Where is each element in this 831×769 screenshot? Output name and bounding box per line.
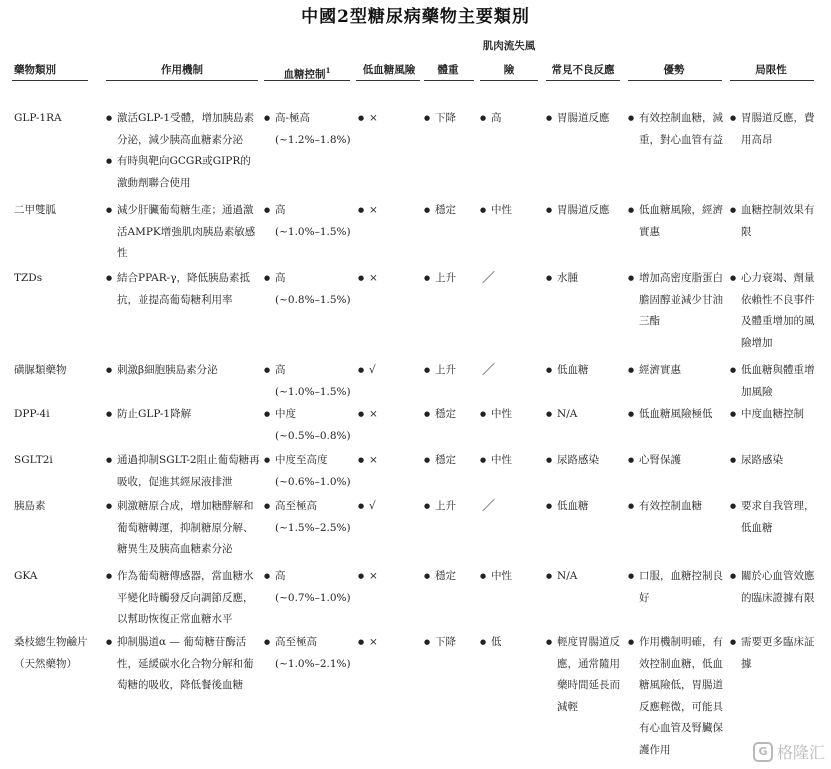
drug-class-cell xyxy=(14,360,100,382)
limitations-cell-line: ● 心力衰竭、劑量 xyxy=(741,272,815,284)
adverse-reaction-cell xyxy=(546,632,635,718)
drug-class-cell-line: GLP-1RA xyxy=(14,112,62,124)
adverse-reaction-cell-line: ● 水腫 xyxy=(557,272,578,284)
adverse-reaction-cell-line: 減輕 xyxy=(557,700,578,713)
glucose-control-cell-line: ● 高 xyxy=(275,364,286,376)
limitations-cell-line: 及體重增加的風 xyxy=(741,315,815,327)
adverse-reaction-cell xyxy=(546,450,635,472)
drug-class-cell-line: （天然藥物） xyxy=(14,657,77,670)
hypoglycemia-risk-cell-value: × xyxy=(369,112,378,124)
mechanism-line: 性 xyxy=(117,247,128,259)
footnote-marker: 1 xyxy=(325,66,331,75)
limitations-cell xyxy=(730,404,831,426)
adverse-reaction-cell-line: 藥時間延長而 xyxy=(557,679,620,691)
drug-class-cell xyxy=(14,632,100,675)
muscle-loss-risk-cell-value: 中性 xyxy=(491,204,512,216)
watermark-text: 格隆汇 xyxy=(776,743,825,762)
muscle-loss-risk-cell-value: 中性 xyxy=(491,570,512,582)
limitations-cell-line: 的臨床證據有限 xyxy=(741,591,815,604)
hypoglycemia-risk-cell-value: × xyxy=(369,454,378,466)
glucose-control-cell xyxy=(264,200,363,243)
hypoglycemia-risk-cell xyxy=(358,360,409,382)
glucose-control-cell-line: ● 中度 xyxy=(275,408,296,420)
advantages-cell xyxy=(628,404,737,426)
muscle-loss-risk-cell xyxy=(480,632,549,654)
limitations-cell-line: ● 血糖控制效果有 xyxy=(741,204,815,216)
weight-cell-value: 上升 xyxy=(435,272,456,284)
weight-cell xyxy=(424,450,487,472)
glucose-control-cell-line: ● 高至極高 xyxy=(275,636,317,648)
advantages-cell xyxy=(628,450,737,472)
advantages-cell-line: 重，對心血管有益 xyxy=(639,133,723,146)
header-glucose-control: 血糖控制$^1$ xyxy=(283,66,331,81)
hypoglycemia-risk-cell xyxy=(358,450,409,472)
header-muscle-loss-risk-line2: 險 xyxy=(503,64,515,76)
muscle-loss-risk-cell-value: ／ xyxy=(482,363,496,378)
advantages-cell-line: 糖風險低，胃腸道 xyxy=(639,679,723,691)
limitations-cell-line: ● 需要更多臨床証 xyxy=(741,636,815,648)
drug-class-cell xyxy=(14,450,100,472)
adverse-reaction-cell-line: ● 低血糖 xyxy=(557,364,589,376)
glucose-control-cell-line: ● 高 xyxy=(275,204,286,216)
mechanism-bullet xyxy=(106,151,262,194)
muscle-loss-risk-cell xyxy=(480,450,549,472)
limitations-cell-line: 據 xyxy=(741,657,752,670)
glucose-control-cell xyxy=(264,404,363,447)
advantages-cell xyxy=(628,566,737,609)
glucose-control-cell xyxy=(264,496,363,539)
muscle-loss-risk-cell-value: ／ xyxy=(482,499,496,514)
mechanism-line: 抗，並提高葡萄糖利用率 xyxy=(117,293,233,306)
advantages-cell xyxy=(628,268,737,333)
hypoglycemia-risk-cell xyxy=(358,566,409,588)
drug-class-cell xyxy=(14,404,100,426)
header-rule xyxy=(264,80,350,81)
header-advantages: 優勢 xyxy=(663,64,685,76)
adverse-reaction-cell-line: ● N/A xyxy=(557,570,578,582)
weight-cell-value: 下降 xyxy=(435,112,456,124)
advantages-cell xyxy=(628,108,737,151)
mechanism-cell xyxy=(106,108,262,194)
mechanism-bullet xyxy=(106,108,262,151)
mechanism-cell xyxy=(106,268,262,311)
header-mechanism: 作用機制 xyxy=(161,64,203,76)
hypoglycemia-risk-cell-value: × xyxy=(369,636,378,648)
advantages-cell-line: 效控制血糖，低血 xyxy=(639,657,723,670)
mechanism-line: 激動劑聯合使用 xyxy=(117,176,191,189)
mechanism-line: ● 抑制腸道α — 葡萄糖苷酶活 xyxy=(117,636,247,648)
mechanism-line: ● 結合PPAR-γ，降低胰島素抵 xyxy=(117,272,250,284)
adverse-reaction-cell xyxy=(546,108,635,130)
adverse-reaction-cell xyxy=(546,200,635,222)
muscle-loss-risk-cell xyxy=(480,404,549,426)
advantages-cell-line: 膽固醇並減少甘油 xyxy=(639,293,723,306)
limitations-cell-line: ● 關於心血管效應 xyxy=(741,570,815,582)
header-rule xyxy=(628,80,722,81)
drug-class-cell xyxy=(14,200,100,222)
muscle-loss-risk-cell xyxy=(482,496,540,519)
header-limitations: 局限性 xyxy=(755,64,787,76)
glucose-control-cell-line: ● 高至極高 xyxy=(275,500,317,512)
advantages-cell-line: 好 xyxy=(639,591,650,604)
limitations-cell xyxy=(730,200,831,243)
header-rule xyxy=(356,80,420,81)
adverse-reaction-cell-line: ● 尿路感染 xyxy=(557,454,599,466)
advantages-cell-line: ● 低血糖風險極低 xyxy=(639,408,713,420)
drug-class-cell-line: 桑枝總生物鹼片 xyxy=(14,636,88,648)
adverse-reaction-cell xyxy=(546,360,635,382)
mechanism-line: ● 減少肝臟葡萄糖生產；通過激 xyxy=(117,204,254,216)
advantages-cell-line: ● 低血糖風險，經濟 xyxy=(639,204,723,216)
header-rule xyxy=(106,80,258,81)
weight-cell-value: 上升 xyxy=(435,364,456,376)
glucose-control-cell-line: ● 高 xyxy=(275,272,286,284)
mechanism-cell xyxy=(106,404,262,426)
limitations-cell-line: ● 尿路感染 xyxy=(741,454,783,466)
mechanism-bullet xyxy=(106,496,262,561)
weight-cell-value: 上升 xyxy=(435,500,456,512)
limitations-cell-line: ● 胃腸道反應，費 xyxy=(741,112,815,124)
mechanism-line: 活AMPK增強肌肉胰島素敏感 xyxy=(117,225,256,238)
header-weight: 體重 xyxy=(437,64,459,76)
advantages-cell-line: ● 增加高密度脂蛋白 xyxy=(639,272,723,284)
glucose-control-cell-line: (~1.0%–1.5%) xyxy=(275,385,351,398)
page-title: 中國2型糖尿病藥物主要類別 xyxy=(301,7,530,27)
adverse-reaction-cell xyxy=(546,566,635,588)
glucose-control-cell-line: (~1.0%–2.1%) xyxy=(275,657,351,670)
hypoglycemia-risk-cell-value: × xyxy=(369,204,378,216)
weight-cell xyxy=(424,566,487,588)
mechanism-line: 平變化時觸發反向調節反應， xyxy=(117,591,254,604)
advantages-cell-line: ● 有效控制血糖 xyxy=(639,500,702,512)
limitations-cell xyxy=(730,268,831,354)
limitations-cell xyxy=(730,450,831,472)
hypoglycemia-risk-cell-value: √ xyxy=(369,364,376,376)
adverse-reaction-cell-line: ● N/A xyxy=(557,408,578,420)
header-rule xyxy=(12,80,88,81)
advantages-cell xyxy=(628,360,737,382)
muscle-loss-risk-cell xyxy=(482,360,540,383)
weight-cell xyxy=(424,404,487,426)
mechanism-bullet xyxy=(106,566,262,631)
advantages-cell-line: ● 經濟實惠 xyxy=(639,364,681,376)
muscle-loss-risk-cell-value: ／ xyxy=(482,271,496,286)
drug-class-cell-line: SGLT2i xyxy=(14,454,53,466)
glucose-control-cell-line: (~0.6%–1.0%) xyxy=(275,475,351,488)
adverse-reaction-cell xyxy=(546,496,635,518)
muscle-loss-risk-cell-value: 中性 xyxy=(491,408,512,420)
glucose-control-cell-line: (~1.5%–2.5%) xyxy=(275,521,351,534)
mechanism-line: ● 有時與靶向GCGR或GIPR的 xyxy=(117,155,251,167)
limitations-cell-line: ● 中度血糖控制 xyxy=(741,408,804,420)
gelonghui-logo-icon: G xyxy=(753,742,773,762)
hypoglycemia-risk-cell xyxy=(358,404,409,426)
header-drug-class: 藥物類別 xyxy=(14,64,56,76)
drug-class-cell-line: GKA xyxy=(14,570,38,582)
limitations-cell-line: ● 低血糖與體重增 xyxy=(741,364,815,376)
drug-class-cell xyxy=(14,268,100,290)
advantages-cell-line: ● 有效控制血糖，減 xyxy=(639,112,723,124)
mechanism-bullet xyxy=(106,632,262,697)
hypoglycemia-risk-cell-value: × xyxy=(369,272,378,284)
advantages-cell-line: ● 作用機制明確，有 xyxy=(639,636,723,648)
advantages-cell-line: 護作用 xyxy=(639,743,671,756)
mechanism-bullet xyxy=(106,404,262,426)
glucose-control-cell xyxy=(264,632,363,675)
mechanism-line: 性，延緩碳水化合物分解和葡 xyxy=(117,657,254,670)
hypoglycemia-risk-cell xyxy=(358,632,409,654)
drug-class-cell xyxy=(14,496,100,518)
limitations-cell-line: 限 xyxy=(741,225,752,238)
mechanism-cell xyxy=(106,450,262,493)
drug-class-cell-line: TZDs xyxy=(14,272,43,284)
advantages-cell xyxy=(628,200,737,243)
mechanism-line: ● 激活GLP-1受體，增加胰島素 xyxy=(117,112,255,124)
glucose-control-cell-line: (~1.0%–1.5%) xyxy=(275,225,351,238)
mechanism-line: 糖異生及胰高血糖素分泌 xyxy=(117,543,233,555)
mechanism-line: 萄糖的吸收，降低餐後血糖 xyxy=(117,679,243,691)
weight-cell xyxy=(424,496,487,518)
mechanism-line: ● 刺激糖原合成，增加糖酵解和 xyxy=(117,500,254,512)
mechanism-line: 以幫助恢復正常血糖水平 xyxy=(117,613,233,625)
adverse-reaction-cell-line: ● 低血糖 xyxy=(557,500,589,512)
muscle-loss-risk-cell-value: 中性 xyxy=(491,454,512,466)
adverse-reaction-cell xyxy=(546,404,635,426)
limitations-cell-line: ● 要求自我管理， xyxy=(741,500,815,512)
mechanism-cell xyxy=(106,566,262,631)
advantages-cell-line: ● 口服，血糖控制良 xyxy=(639,570,723,582)
weight-cell-value: 穩定 xyxy=(435,454,456,466)
advantages-cell-line: 三酯 xyxy=(639,315,660,327)
limitations-cell xyxy=(730,566,831,609)
drug-class-cell-line: 磺脲類藥物 xyxy=(14,364,67,376)
mechanism-cell xyxy=(106,200,262,265)
mechanism-line: ● 防止GLP-1降解 xyxy=(117,408,192,420)
watermark xyxy=(753,740,825,763)
muscle-loss-risk-cell xyxy=(480,200,549,222)
header-rule xyxy=(480,80,538,81)
mechanism-cell xyxy=(106,496,262,561)
muscle-loss-risk-cell-value: 低 xyxy=(491,636,502,648)
mechanism-line: ● 通過抑制SGLT-2阻止葡萄糖再 xyxy=(117,454,260,466)
header-rule xyxy=(546,80,620,81)
header-hypoglycemia-risk: 低血糖風險 xyxy=(362,64,416,76)
hypoglycemia-risk-cell xyxy=(358,496,409,518)
mechanism-line: ● 刺激β細胞胰島素分泌 xyxy=(117,364,218,376)
glucose-control-cell-line: ● 高 xyxy=(275,570,286,582)
advantages-cell-line: 反應輕微，可能具 xyxy=(639,700,723,713)
advantages-cell-line: ● 心腎保護 xyxy=(639,454,681,466)
mechanism-cell xyxy=(106,360,262,382)
header-rule xyxy=(424,80,474,81)
weight-cell-value: 下降 xyxy=(435,636,456,648)
advantages-cell-line: 有心血管及腎臟保 xyxy=(639,722,723,734)
mechanism-bullet xyxy=(106,268,262,311)
adverse-reaction-cell-line: ● 胃腸道反應 xyxy=(557,112,610,124)
limitations-cell-line: 依賴性不良事件 xyxy=(741,293,815,306)
drug-class-cell xyxy=(14,108,100,130)
glucose-control-cell-line: (~0.5%–0.8%) xyxy=(275,429,351,442)
mechanism-line: ● 作為葡萄糖傳感器，當血糖水 xyxy=(117,570,254,582)
muscle-loss-risk-cell xyxy=(480,566,549,588)
limitations-cell xyxy=(730,108,831,151)
glucose-control-cell-line: (~0.8%–1.5%) xyxy=(275,293,351,306)
weight-cell xyxy=(424,268,487,290)
adverse-reaction-cell-line: ● 胃腸道反應 xyxy=(557,204,610,216)
limitations-cell-line: 加風險 xyxy=(741,385,773,398)
hypoglycemia-risk-cell xyxy=(358,108,409,130)
header-rule xyxy=(730,80,814,81)
glucose-control-cell-line: (~1.2%–1.8%) xyxy=(275,133,351,146)
weight-cell xyxy=(424,360,487,382)
weight-cell-value: 穩定 xyxy=(435,204,456,216)
glucose-control-cell-line: ● 中度至高度 xyxy=(275,454,328,466)
adverse-reaction-cell-line: 應，通常隨用 xyxy=(557,657,620,670)
muscle-loss-risk-cell-value: 高 xyxy=(491,112,502,124)
limitations-cell-line: 險增加 xyxy=(741,336,773,349)
header-adverse-reactions: 常見不良反應 xyxy=(551,64,615,76)
weight-cell-value: 穩定 xyxy=(435,408,456,420)
muscle-loss-risk-cell xyxy=(480,108,549,130)
hypoglycemia-risk-cell-value: × xyxy=(369,408,378,420)
header-muscle-loss-risk-line1: 肌肉流失風 xyxy=(482,40,536,52)
advantages-cell xyxy=(628,632,737,761)
advantages-cell xyxy=(628,496,737,518)
weight-cell-value: 穩定 xyxy=(435,570,456,582)
hypoglycemia-risk-cell xyxy=(358,268,409,290)
mechanism-bullet xyxy=(106,450,262,493)
drug-class-cell-line: 胰島素 xyxy=(14,500,46,512)
hypoglycemia-risk-cell xyxy=(358,200,409,222)
weight-cell xyxy=(424,632,487,654)
mechanism-bullet xyxy=(106,200,262,265)
limitations-cell xyxy=(730,360,831,403)
glucose-control-cell-line: (~0.7%–1.0%) xyxy=(275,591,351,604)
mechanism-line: 分泌，減少胰高血糖素分泌 xyxy=(117,133,243,146)
drug-class-cell-line: DPP-4i xyxy=(14,408,50,420)
mechanism-bullet xyxy=(106,360,262,382)
drug-class-cell xyxy=(14,566,100,588)
hypoglycemia-risk-cell-value: × xyxy=(369,570,378,582)
limitations-cell-line: 低血糖 xyxy=(741,521,773,534)
hypoglycemia-risk-cell-value: √ xyxy=(369,500,376,512)
adverse-reaction-cell xyxy=(546,268,635,290)
mechanism-line: 葡萄糖轉運，抑制糖原分解、 xyxy=(117,521,254,534)
glucose-control-cell xyxy=(264,108,363,151)
glucose-control-cell-line: ● 高-極高 xyxy=(275,112,311,124)
limitations-cell xyxy=(730,632,831,675)
drug-class-cell-line: 二甲雙胍 xyxy=(14,204,56,216)
mechanism-line: 吸收，促進其經尿液排泄 xyxy=(117,475,233,488)
adverse-reaction-cell-line: ● 輕度胃腸道反 xyxy=(557,636,620,648)
glucose-control-cell xyxy=(264,268,363,311)
limitations-cell xyxy=(730,496,831,539)
weight-cell xyxy=(424,108,487,130)
muscle-loss-risk-cell xyxy=(482,268,540,291)
weight-cell xyxy=(424,200,487,222)
limitations-cell-line: 用高昂 xyxy=(741,133,773,146)
mechanism-cell xyxy=(106,632,262,697)
glucose-control-cell xyxy=(264,450,363,493)
glucose-control-cell xyxy=(264,360,363,403)
glucose-control-cell xyxy=(264,566,363,609)
advantages-cell-line: 實惠 xyxy=(639,225,660,238)
